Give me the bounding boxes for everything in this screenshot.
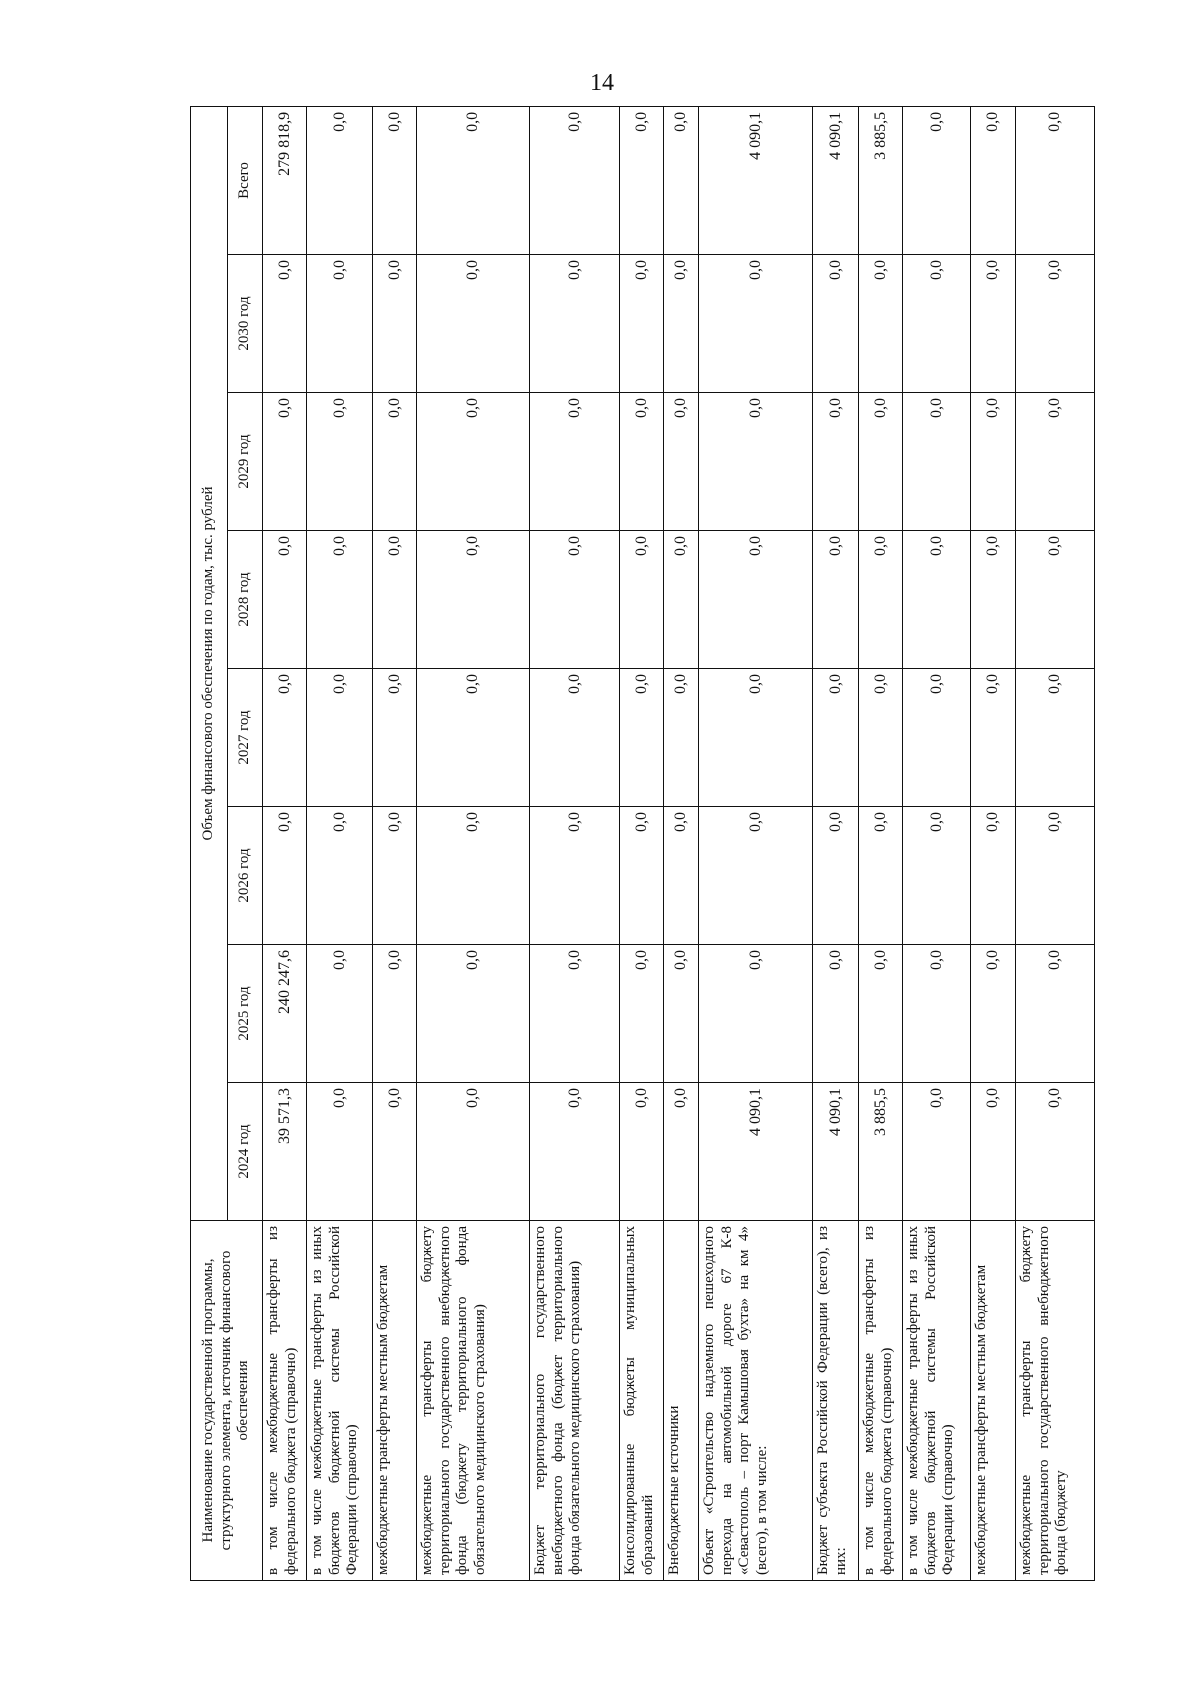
value-cell: 0,0 bbox=[1016, 393, 1095, 531]
value-cell: 0,0 bbox=[373, 945, 417, 1083]
value-cell: 0,0 bbox=[699, 393, 813, 531]
row-name: в том числе межбюджетные трансферты из иных бюджетов бюджетной системы Российской Федерации (справочно) bbox=[903, 1221, 971, 1581]
value-cell: 0,0 bbox=[971, 531, 1016, 669]
value-cell: 0,0 bbox=[620, 669, 664, 807]
value-cell: 0,0 bbox=[664, 807, 699, 945]
value-cell: 0,0 bbox=[1016, 1083, 1095, 1221]
value-cell: 3 885,5 bbox=[859, 1083, 903, 1221]
value-cell: 0,0 bbox=[859, 255, 903, 393]
row-name: Объект «Строительство надземного пешеходного перехода на автомобильной дороге 67 К-8 «Севастополь – порт Камышовая бухта» на км 4» (всего), в том числе: bbox=[699, 1221, 813, 1581]
value-cell: 0,0 bbox=[530, 807, 620, 945]
table-row bbox=[1016, 106, 1095, 1580]
table-row bbox=[373, 106, 417, 1580]
value-cell: 0,0 bbox=[971, 807, 1016, 945]
row-name: Внебюджетные источники bbox=[664, 1221, 699, 1581]
table-row bbox=[699, 106, 813, 1580]
value-cell: 0,0 bbox=[903, 669, 971, 807]
value-cell: 0,0 bbox=[664, 531, 699, 669]
value-cell: 0,0 bbox=[903, 945, 971, 1083]
value-cell: 0,0 bbox=[971, 669, 1016, 807]
value-cell: 0,0 bbox=[417, 1083, 530, 1221]
value-cell: 0,0 bbox=[373, 255, 417, 393]
value-cell: 0,0 bbox=[307, 255, 373, 393]
table-row bbox=[813, 106, 859, 1580]
value-cell: 39 571,3 bbox=[263, 1083, 307, 1221]
table-row bbox=[971, 106, 1016, 1580]
year-header: 2028 год bbox=[228, 531, 263, 669]
value-cell: 0,0 bbox=[813, 393, 859, 531]
value-cell: 0,0 bbox=[903, 255, 971, 393]
row-name: в том числе межбюджетные трансферты из федерального бюджета (справочно) bbox=[263, 1221, 307, 1581]
value-cell: 0,0 bbox=[373, 1083, 417, 1221]
table-row bbox=[417, 106, 530, 1580]
value-cell: 0,0 bbox=[263, 255, 307, 393]
value-cell: 0,0 bbox=[530, 255, 620, 393]
value-cell: 0,0 bbox=[530, 669, 620, 807]
value-cell: 0,0 bbox=[903, 531, 971, 669]
total-header: Всего bbox=[228, 106, 263, 254]
value-cell: 0,0 bbox=[530, 393, 620, 531]
value-cell: 0,0 bbox=[1016, 255, 1095, 393]
table-row bbox=[859, 106, 903, 1580]
value-cell: 279 818,9 bbox=[263, 106, 307, 254]
value-cell: 0,0 bbox=[699, 945, 813, 1083]
table-row bbox=[263, 106, 307, 1580]
value-cell: 0,0 bbox=[417, 255, 530, 393]
value-cell: 0,0 bbox=[263, 807, 307, 945]
row-name: в том числе межбюджетные трансферты из иных бюджетов бюджетной системы Российской Федерации (справочно) bbox=[307, 1221, 373, 1581]
value-cell: 0,0 bbox=[417, 807, 530, 945]
value-cell: 0,0 bbox=[620, 531, 664, 669]
table-row bbox=[903, 106, 971, 1580]
value-cell: 0,0 bbox=[903, 393, 971, 531]
table-row bbox=[664, 106, 699, 1580]
value-cell: 4 090,1 bbox=[813, 106, 859, 254]
value-cell: 0,0 bbox=[971, 1083, 1016, 1221]
row-name: межбюджетные трансферты бюджету территориального государственного внебюджетного фонда (бюджету bbox=[1016, 1221, 1095, 1581]
value-cell: 0,0 bbox=[373, 531, 417, 669]
value-cell: 0,0 bbox=[813, 531, 859, 669]
value-cell: 0,0 bbox=[971, 393, 1016, 531]
value-cell: 0,0 bbox=[530, 945, 620, 1083]
value-cell: 0,0 bbox=[664, 393, 699, 531]
value-cell: 0,0 bbox=[903, 1083, 971, 1221]
value-cell: 0,0 bbox=[620, 807, 664, 945]
value-cell: 0,0 bbox=[530, 106, 620, 254]
row-name: в том числе межбюджетные трансферты из федерального бюджета (справочно) bbox=[859, 1221, 903, 1581]
value-cell: 0,0 bbox=[1016, 807, 1095, 945]
value-cell: 0,0 bbox=[1016, 531, 1095, 669]
value-cell: 0,0 bbox=[664, 106, 699, 254]
value-cell: 0,0 bbox=[620, 945, 664, 1083]
value-cell: 4 090,1 bbox=[699, 1083, 813, 1221]
value-cell: 0,0 bbox=[307, 669, 373, 807]
value-cell: 0,0 bbox=[903, 807, 971, 945]
value-cell: 0,0 bbox=[971, 255, 1016, 393]
value-cell: 0,0 bbox=[530, 531, 620, 669]
value-cell: 0,0 bbox=[417, 393, 530, 531]
row-name: Бюджет субъекта Российской Федерации (всего), из них: bbox=[813, 1221, 859, 1581]
value-cell: 0,0 bbox=[699, 255, 813, 393]
value-cell: 0,0 bbox=[373, 106, 417, 254]
funding-table bbox=[190, 106, 1095, 1581]
year-header: 2024 год bbox=[228, 1083, 263, 1221]
value-cell: 0,0 bbox=[620, 255, 664, 393]
value-cell: 0,0 bbox=[971, 106, 1016, 254]
year-header: 2026 год bbox=[228, 807, 263, 945]
value-cell: 0,0 bbox=[620, 393, 664, 531]
funding-group-header: Объем финансового обеспечения по годам, тыс. рублей bbox=[191, 106, 228, 1220]
year-header: 2029 год bbox=[228, 393, 263, 531]
value-cell: 0,0 bbox=[903, 106, 971, 254]
value-cell: 0,0 bbox=[859, 807, 903, 945]
value-cell: 4 090,1 bbox=[813, 1083, 859, 1221]
value-cell: 0,0 bbox=[620, 106, 664, 254]
value-cell: 0,0 bbox=[417, 531, 530, 669]
page-number: 14 bbox=[590, 70, 614, 96]
value-cell: 3 885,5 bbox=[859, 106, 903, 254]
row-name: межбюджетные трансферты местным бюджетам bbox=[971, 1221, 1016, 1581]
value-cell: 0,0 bbox=[307, 807, 373, 945]
value-cell: 0,0 bbox=[664, 945, 699, 1083]
value-cell: 0,0 bbox=[813, 669, 859, 807]
value-cell: 0,0 bbox=[307, 531, 373, 669]
table-row bbox=[530, 106, 620, 1580]
value-cell: 0,0 bbox=[664, 1083, 699, 1221]
value-cell: 0,0 bbox=[859, 393, 903, 531]
value-cell: 0,0 bbox=[307, 1083, 373, 1221]
value-cell: 0,0 bbox=[664, 669, 699, 807]
value-cell: 4 090,1 bbox=[699, 106, 813, 254]
value-cell: 0,0 bbox=[1016, 945, 1095, 1083]
value-cell: 0,0 bbox=[417, 945, 530, 1083]
value-cell: 0,0 bbox=[813, 255, 859, 393]
value-cell: 0,0 bbox=[417, 669, 530, 807]
value-cell: 0,0 bbox=[373, 669, 417, 807]
row-name: Бюджет территориального государственного внебюджетного фонда (бюджет территориального фонда обязательного медицинского страхования) bbox=[530, 1221, 620, 1581]
value-cell: 0,0 bbox=[263, 393, 307, 531]
value-cell: 0,0 bbox=[373, 393, 417, 531]
value-cell: 0,0 bbox=[263, 531, 307, 669]
value-cell: 0,0 bbox=[813, 807, 859, 945]
value-cell: 0,0 bbox=[263, 669, 307, 807]
value-cell: 0,0 bbox=[971, 945, 1016, 1083]
value-cell: 0,0 bbox=[620, 1083, 664, 1221]
value-cell: 240 247,6 bbox=[263, 945, 307, 1083]
rotated-table-container bbox=[190, 107, 1094, 1581]
value-cell: 0,0 bbox=[699, 669, 813, 807]
value-cell: 0,0 bbox=[417, 106, 530, 254]
value-cell: 0,0 bbox=[699, 531, 813, 669]
table-row bbox=[307, 106, 373, 1580]
value-cell: 0,0 bbox=[307, 106, 373, 254]
year-header: 2030 год bbox=[228, 255, 263, 393]
value-cell: 0,0 bbox=[307, 945, 373, 1083]
value-cell: 0,0 bbox=[859, 531, 903, 669]
year-header: 2025 год bbox=[228, 945, 263, 1083]
row-name: межбюджетные трансферты местным бюджетам bbox=[373, 1221, 417, 1581]
value-cell: 0,0 bbox=[859, 945, 903, 1083]
value-cell: 0,0 bbox=[664, 255, 699, 393]
row-name: межбюджетные трансферты бюджету территориального государственного внебюджетного фонда (бюджету территориального фонда обязательного медицинского страхования) bbox=[417, 1221, 530, 1581]
year-header: 2027 год bbox=[228, 669, 263, 807]
table-row bbox=[620, 106, 664, 1580]
value-cell: 0,0 bbox=[373, 807, 417, 945]
value-cell: 0,0 bbox=[813, 945, 859, 1083]
row-name: Консолидированные бюджеты муниципальных образований bbox=[620, 1221, 664, 1581]
value-cell: 0,0 bbox=[1016, 106, 1095, 254]
name-column-header: Наименование государственной программы, структурного элемента, источник финансового обеспечения bbox=[191, 1221, 263, 1581]
value-cell: 0,0 bbox=[1016, 669, 1095, 807]
value-cell: 0,0 bbox=[859, 669, 903, 807]
value-cell: 0,0 bbox=[307, 393, 373, 531]
value-cell: 0,0 bbox=[530, 1083, 620, 1221]
value-cell: 0,0 bbox=[699, 807, 813, 945]
